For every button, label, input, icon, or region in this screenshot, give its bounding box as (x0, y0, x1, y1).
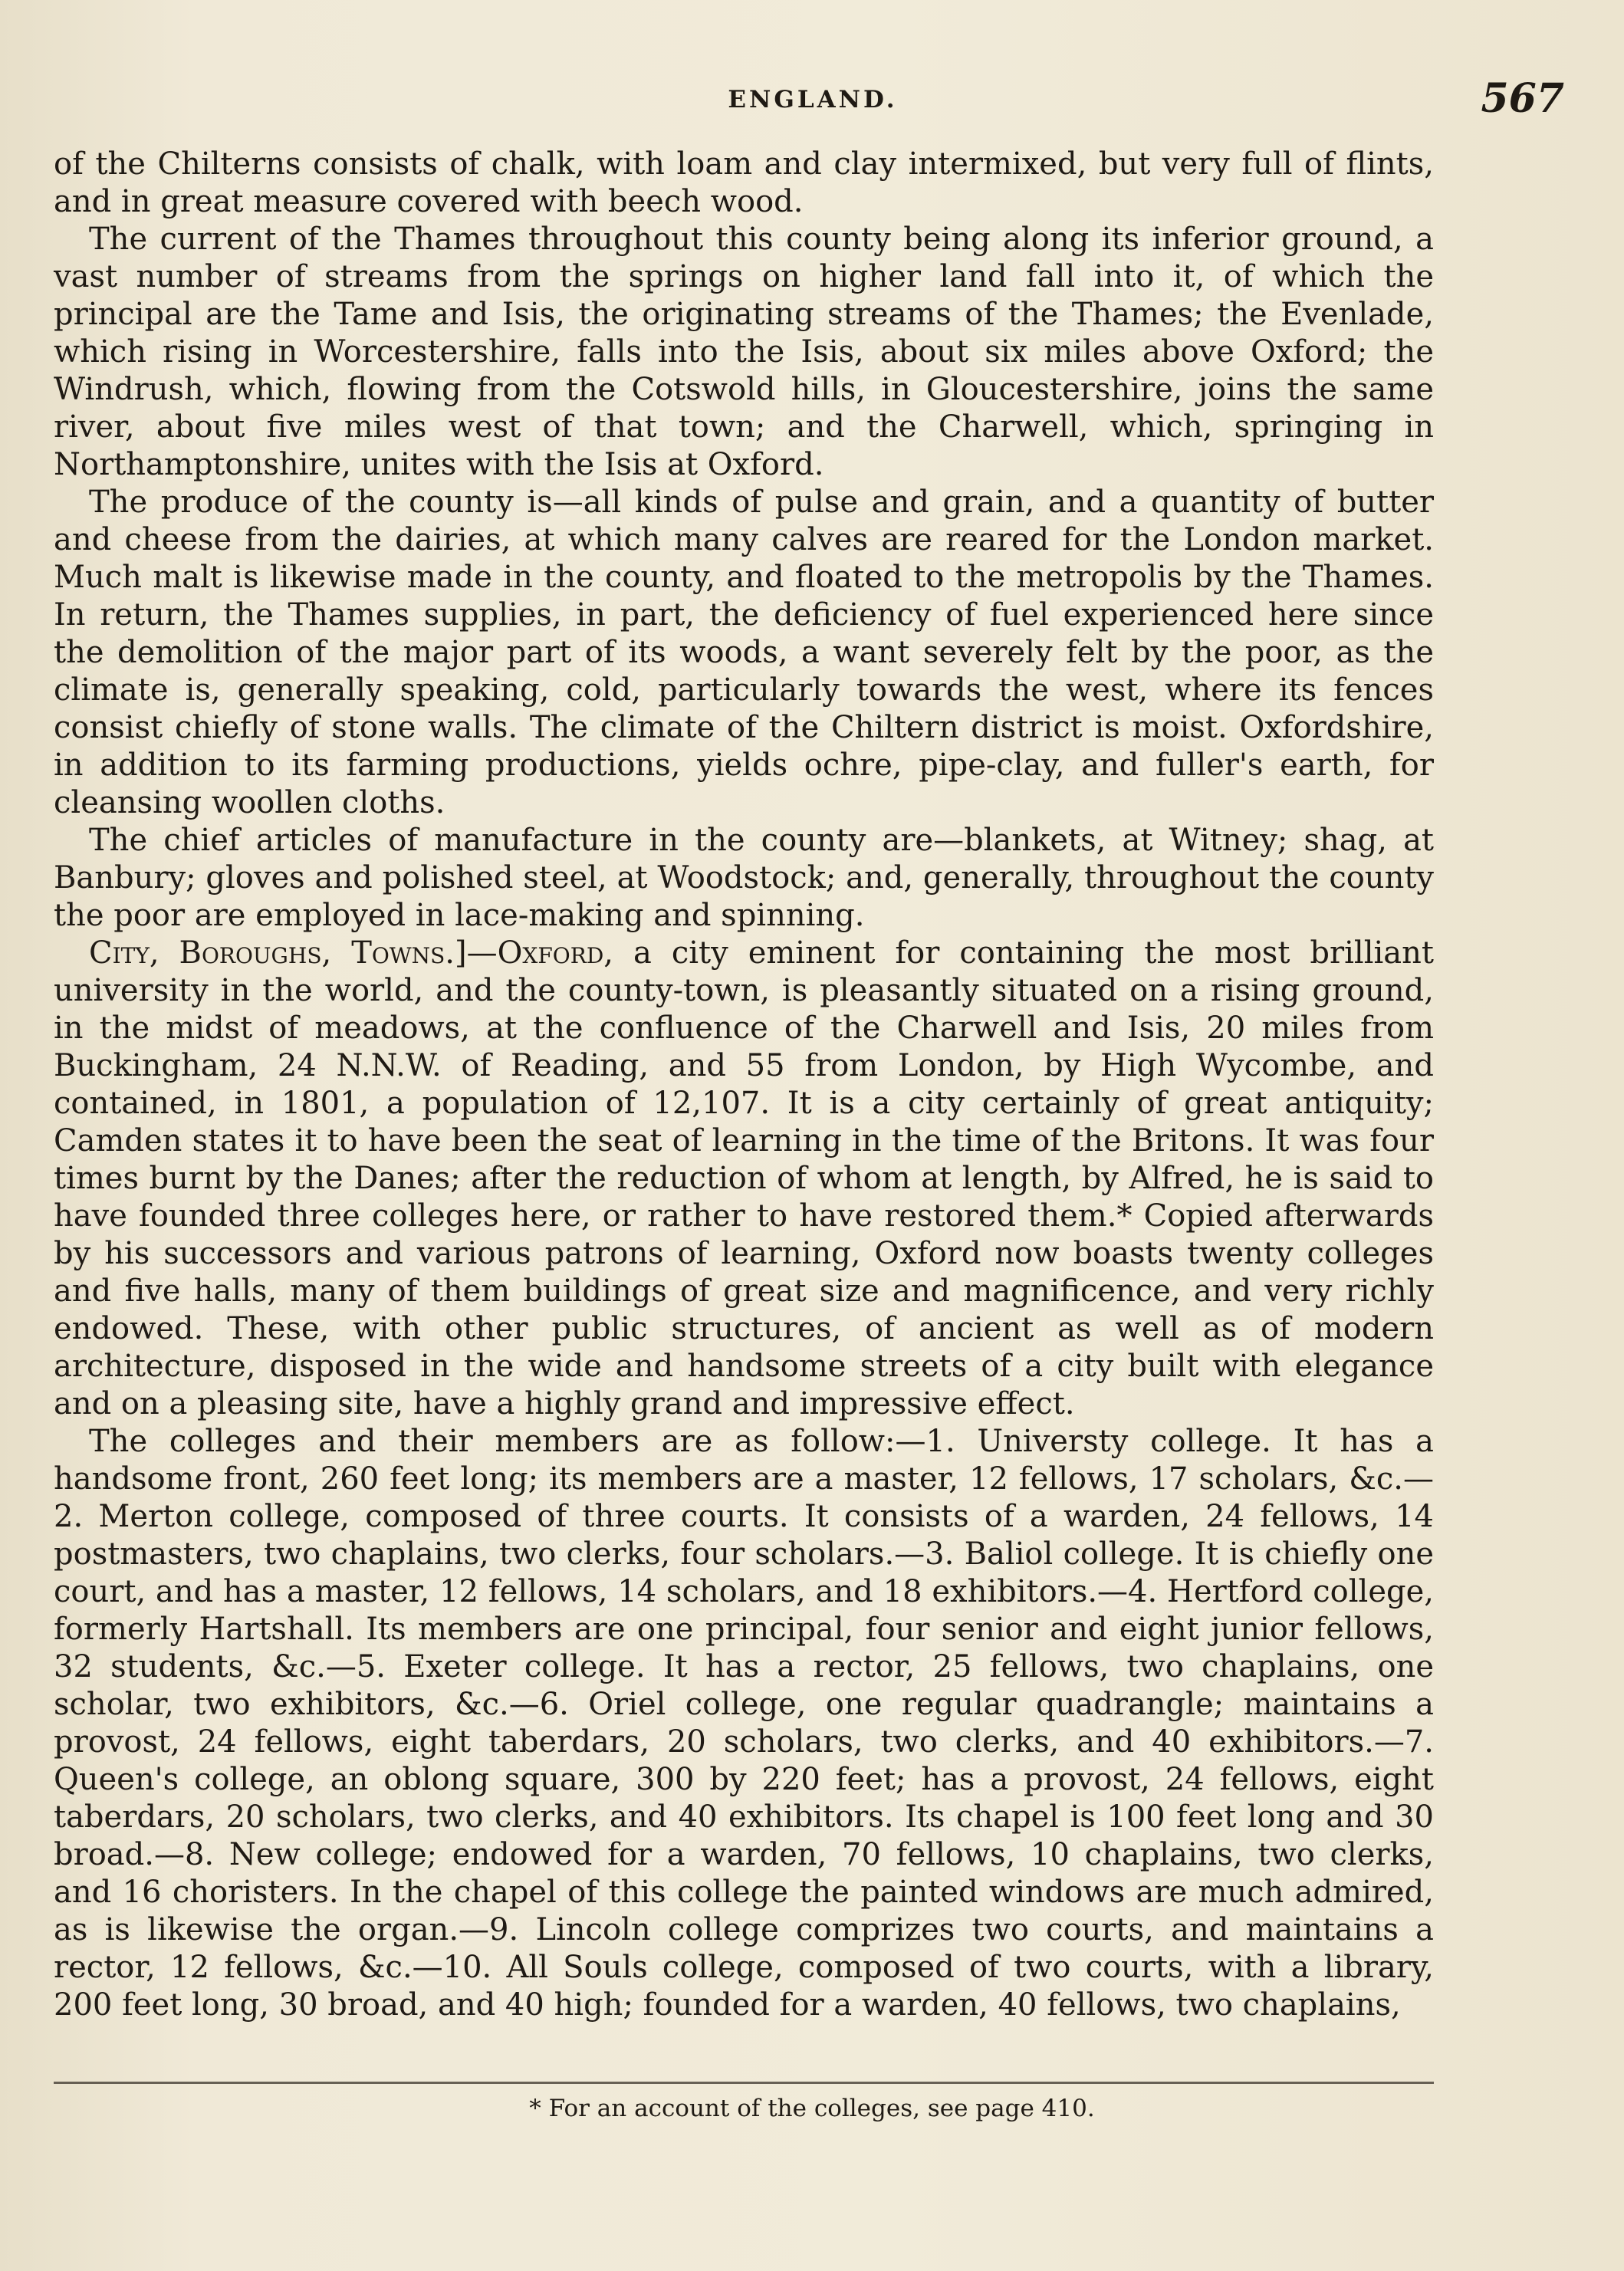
paragraph-colleges: The colleges and their members are as follow:—1. Universty college. It has a handsome front, 260 feet long; its members are a master, 12 fellows, 17 scholars, &c.—2. Merton college, composed of three courts. It consists of a warden, 24 fellows, 14 postmasters, two chaplains, two clerks, four scholars.—3. Baliol college. It is chiefly one court, and has a master, 12 fellows, 14 scholars, and 18 exhibitors.—4. Hertford college, formerly Hartshall. Its members are one principal, four senior and eight junior fellows, 32 students, &c.—5. Exeter college. It has a rector, 25 fellows, two chaplains, one scholar, two exhibitors, &c.—6. Oriel college, one regular quadrangle; maintains a provost, 24 fellows, eight taberdars, 20 scholars, two clerks, and 40 exhibitors.—7. Queen's college, an oblong square, 300 by 220 feet; has a provost, 24 fellows, eight taberdars, 20 scholars, two clerks, and 40 exhibitors. Its chapel is 100 feet long and 30 broad.—8. New college; endowed for a warden, 70 fellows, 10 chaplains, two clerks, and 16 choristers. In the chapel of this college the painted windows are much admired, as is likewise the organ.—9. Lincoln college comprizes two courts, and maintains a rector, 12 fellows, &c.—10. All Souls college, composed of two courts, with a library, 200 feet long, 30 broad, and 40 high; founded for a warden, 40 fellows, two chaplains, (54, 1424, 1434, 2023)
footnote: * For an account of the colleges, see page 410. (529, 2095, 1095, 2122)
paragraph-thames: The current of the Thames throughout this county being along its inferior ground, a vast number of streams from the springs on higher land fall into it, of which the principal are the Tame and Isis, the originating streams of the Thames; the Evenlade, which rising in Worcestershire, falls into the Isis, about six miles above Oxford; the Windrush, which, flowing from the Cotswold hills, in Gloucestershire, joins the same river, about five miles west of that town; and the Charwell, which, springing in Northamptonshire, unites with the Isis at Oxford. (54, 222, 1434, 482)
footnote-rule (54, 2082, 1434, 2084)
paragraph-manufacture: The chief articles of manufacture in the county are—blankets, at Witney; shag, at Banbury; gloves and polished steel, at Woodstock; and, generally, throughout the county the poor are employed in lace-making and spinning. (54, 823, 1434, 933)
running-head: ENGLAND. (728, 86, 898, 113)
paragraph-chilterns: of the Chilterns consists of chalk, with loam and clay intermixed, but very full of flints, and in great measure covered with beech wood. (54, 146, 1434, 219)
paragraph-oxford-text: a city eminent for containing the most brilliant university in the world, and the county-town, is pleasantly situated on a rising ground, in the midst of meadows, at the confluence of the Charwell and Isis, 20 miles from Buckingham, 24 N.N.W. of Reading, and 55 from London, by High Wycombe, and contained, in 1801, a population of 12,107. It is a city certainly of great antiquity; Camden states it to have been the seat of learning in the time of the Britons. It was four times burnt by the Danes; after the reduction of whom at length, by Alfred, he is said to have founded three colleges here, or rather to have restored them.* Copied afterwards by his successors and various patrons of learning, Oxford now boasts twenty colleges and five halls, many of them buildings of great size and magnificence, and very richly endowed. These, with other public structures, of ancient as well as of modern architecture, disposed in the wide and handsome streets of a city built with elegance and on a pleasing site, have a highly grand and impressive effect. (54, 935, 1434, 1421)
body-text (54, 146, 1434, 2024)
page-number: 567 (1481, 75, 1564, 122)
paragraph-oxford (54, 935, 1434, 1423)
paragraph-produce: The produce of the county is—all kinds of pulse and grain, and a quantity of butter and cheese from the dairies, at which many calves are reared for the London market. Much malt is likewise made in the county, and floated to the metropolis by the Thames. In return, the Thames supplies, in part, the deficiency of fuel experienced here since the demolition of the major part of its woods, a want severely felt by the poor, as the climate is, generally speaking, cold, particularly towards the west, where its fences consist chiefly of stone walls. The climate of the Chiltern district is moist. Oxfordshire, in addition to its farming productions, yields ochre, pipe-clay, and fuller's earth, for cleansing woollen cloths. (54, 485, 1434, 820)
page-header (46, 75, 1580, 124)
section-heading: City, Boroughs, Towns.]—Oxford, (89, 935, 613, 971)
